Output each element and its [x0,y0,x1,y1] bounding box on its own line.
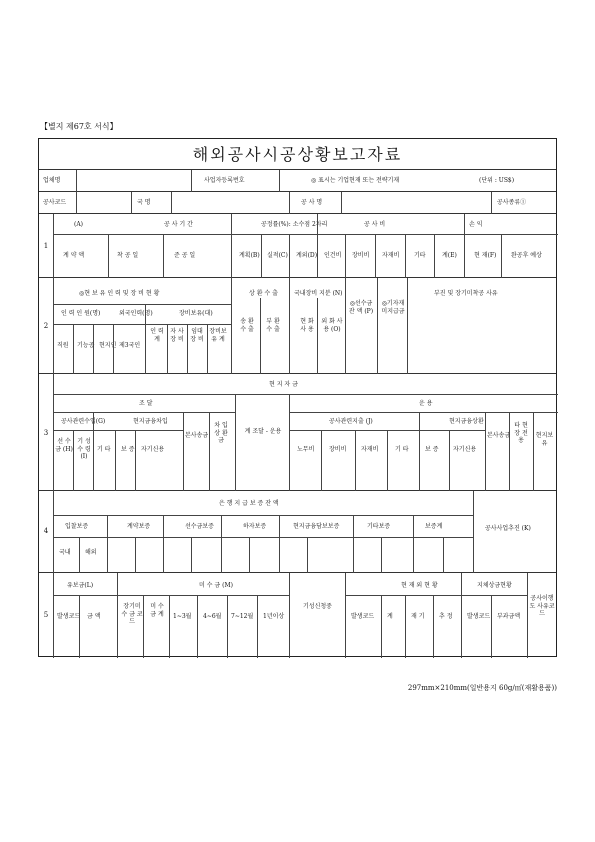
sec2-extra: 부진 및 장기미착공 사유 [434,290,498,297]
section-2 [39,278,556,374]
sec2-sales-1: 부 환 수 출 [266,318,280,333]
sec3-u-2: 자재비 [361,446,379,453]
sec3-f2: 현지금융차입 [133,418,168,425]
status-label: 공사종류① [497,199,527,206]
sec5-col-2: 장기미수 금 코 드 [121,603,143,625]
sec1-col-2: 준 공 일 [174,252,196,259]
form-title: 해외공사시공상황보고자료 [39,139,556,170]
sec2-sales-0: 송 환 수 출 [240,318,254,333]
section-1-number: 1 [43,242,49,250]
sec1-col-1: 착 공 일 [117,252,139,259]
sec2-eq-0: 인 력 계 [150,328,164,343]
sec3-fund: 조 달 [139,400,153,407]
sec2-sales-2: 현 화 사 용 [300,318,314,333]
sec5-dispute: 지체상금현황 [477,582,512,589]
sec1-col-6: 인건비 [324,252,342,259]
note-text: ◎ 표시는 기업현재 또는 전략기재 [311,177,400,184]
sec3-u-8: 현지보유 [535,432,554,447]
sec3-u-7: 타 현 장 전 용 [514,422,528,444]
sec2-eq-2: 임대장 비 [190,328,204,343]
sec2-eq-1: 자 사 장 비 [170,328,184,343]
sec1-cost: 공 사 비 [364,221,386,228]
sec3-u2: 현지금융상환 [449,418,484,425]
sec4-g5: 기타보증 [367,523,391,530]
sec4-g2: 선수금보증 [185,523,214,530]
sec3-f-4: 자기신용 [141,446,165,453]
sec5-col-12: 발생코드 [467,613,491,620]
sec4-g0: 입찰보증 [65,523,89,530]
section-3 [39,374,556,491]
sec4-sub-0: 국내 [59,549,71,556]
sec1-profit: 손 익 [469,221,483,228]
unit-text: (단위 : US$) [479,177,515,184]
sec5-bond: 유보금(L) [67,582,94,589]
sec1-progress: 공정률(%): 소수점 2자리 [261,221,328,228]
report-form [38,138,557,657]
sec3-use: 운 용 [419,400,433,407]
sec5-col-7: 1년이상 [263,613,285,620]
sec2-labor: 인 력 인 원(명) [61,310,101,317]
sec3-u-0: 노무비 [297,446,315,453]
sec2-sales: 상 환 수 출 [249,290,278,297]
sec1-col-8: 자재비 [382,252,400,259]
section-2-number: 2 [43,322,49,330]
sec2-advance: ◎선수금 잔 액 (P) [348,300,374,315]
sec3-u1: 공사관련지출 (J) [329,418,373,425]
section-3-number: 3 [43,429,49,437]
sec2-sales-3: 외 화 사 용 (O) [321,318,343,333]
sec3-f-1: 기 성 수 령 (I) [77,438,91,460]
sec3-u-1: 장비비 [329,446,347,453]
sec2-hold: ◎현 보 유 인 력 및 장 비 현 황 [79,290,160,297]
sec5-risk: 현 재 외 현 황 [401,582,438,589]
sec1-col-3: 계획(B) [239,252,260,259]
sec4-g6: 보증계 [425,523,443,530]
sec4-tail: 공사사업추진 (K) [485,525,531,532]
sec3-f-2: 기 타 [97,446,111,453]
sec5-col-8: 발생코드 [351,613,375,620]
header-row-1 [39,170,556,192]
sec5-col-10: 재 기 [411,613,425,620]
sec3-f-5: 본사송금 [185,432,209,439]
form-reference: 【별지 제67호 서식】 [40,122,118,131]
sec1-col-10: 계(E) [442,252,457,259]
sec2-unpaid: ◎기자재 미지급금 [381,300,405,315]
sec4-head: 은 행 지 급 보 증 잔 액 [219,500,279,507]
sec4-g3: 하자보증 [243,523,267,530]
sec5-col-13: 부과금액 [497,613,521,620]
sec5-col-5: 4~6월 [203,613,222,620]
country-label: 국 명 [137,199,151,206]
sec3-head: 현 지 자 금 [269,381,298,388]
sec3-u-4: 보 증 [425,446,439,453]
sec1-col-7: 장비비 [352,252,370,259]
sec5-recv: 미 수 금 (M) [199,582,233,589]
sec3-u-5: 자기신용 [453,446,477,453]
sec5-col-0: 발생코드 [57,613,81,620]
sec3-u-6: 본사송금 [487,432,511,439]
sec2-lab-3: 제3국인 [119,342,141,349]
sec4-g1: 계약보증 [127,523,151,530]
sec1-col-0: 계 약 액 [63,252,85,259]
sec3-f-0: 선 수 금 (H) [55,438,73,453]
sec5-col-6: 7~12월 [231,613,254,620]
section-4 [39,491,556,573]
sec3-f1: 공사관련수입(G) [61,418,106,425]
sec2-lab-2: 현지인 [99,342,117,349]
sec1-col-4: 실적(C) [267,252,288,259]
sec1-col-5: 계외(D) [296,252,318,259]
sec2-eq-3: 장비보유 계 [209,328,227,343]
company-label: 업체명 [43,177,61,184]
section-4-number: 4 [43,527,49,535]
sec5-col-1: 금 액 [87,613,101,620]
sec5-period: 기성신청중 [303,603,332,610]
section-5-number: 5 [43,611,49,619]
sec5-reason: 공사이행도 사유코드 [529,595,555,617]
sec5-col-3: 미 수 금 계 [150,603,164,618]
paper-spec: 297mm×210mm(일반용지 60g/㎡(재활용품)) [407,684,557,692]
sec3-u-3: 기 타 [395,446,409,453]
sec3-f-6: 차 입 상 환 금 [214,422,228,444]
sec1-col-12: 완공후 예상 [511,252,542,259]
bizno-label: 사업자등록번호 [204,177,245,184]
sec2-equip: 장비보유(대) [179,310,213,317]
sec1-col-9: 기타 [414,252,426,259]
sec4-g4: 현지금융담보보증 [293,523,340,530]
sec5-col-4: 1~3월 [173,613,192,620]
sec1-a: (A) [74,221,84,228]
sec5-col-11: 추 정 [439,613,453,620]
code-label: 공사코드 [43,199,67,206]
sec1-col-11: 현 재(F) [474,252,497,259]
sec1-period: 공 사 기 간 [164,221,193,228]
sec3-center: 계 조달 - 운용 [244,428,282,435]
sec4-sub-1: 해외 [85,549,97,556]
sec5-col-9: 계 [387,613,393,620]
section-5 [39,573,556,658]
sec2-lab-1: 기능공 [77,342,95,349]
sec3-f-3: 보 증 [121,446,135,453]
section-1 [39,214,556,278]
sec2-foreign: 외국인력(명) [119,310,153,317]
header-row-2 [39,192,556,214]
sec2-lab-0: 직원 [57,342,69,349]
project-label: 공 사 명 [301,199,323,206]
sec2-domestic: 국내장비 지분 (N) [294,290,343,297]
